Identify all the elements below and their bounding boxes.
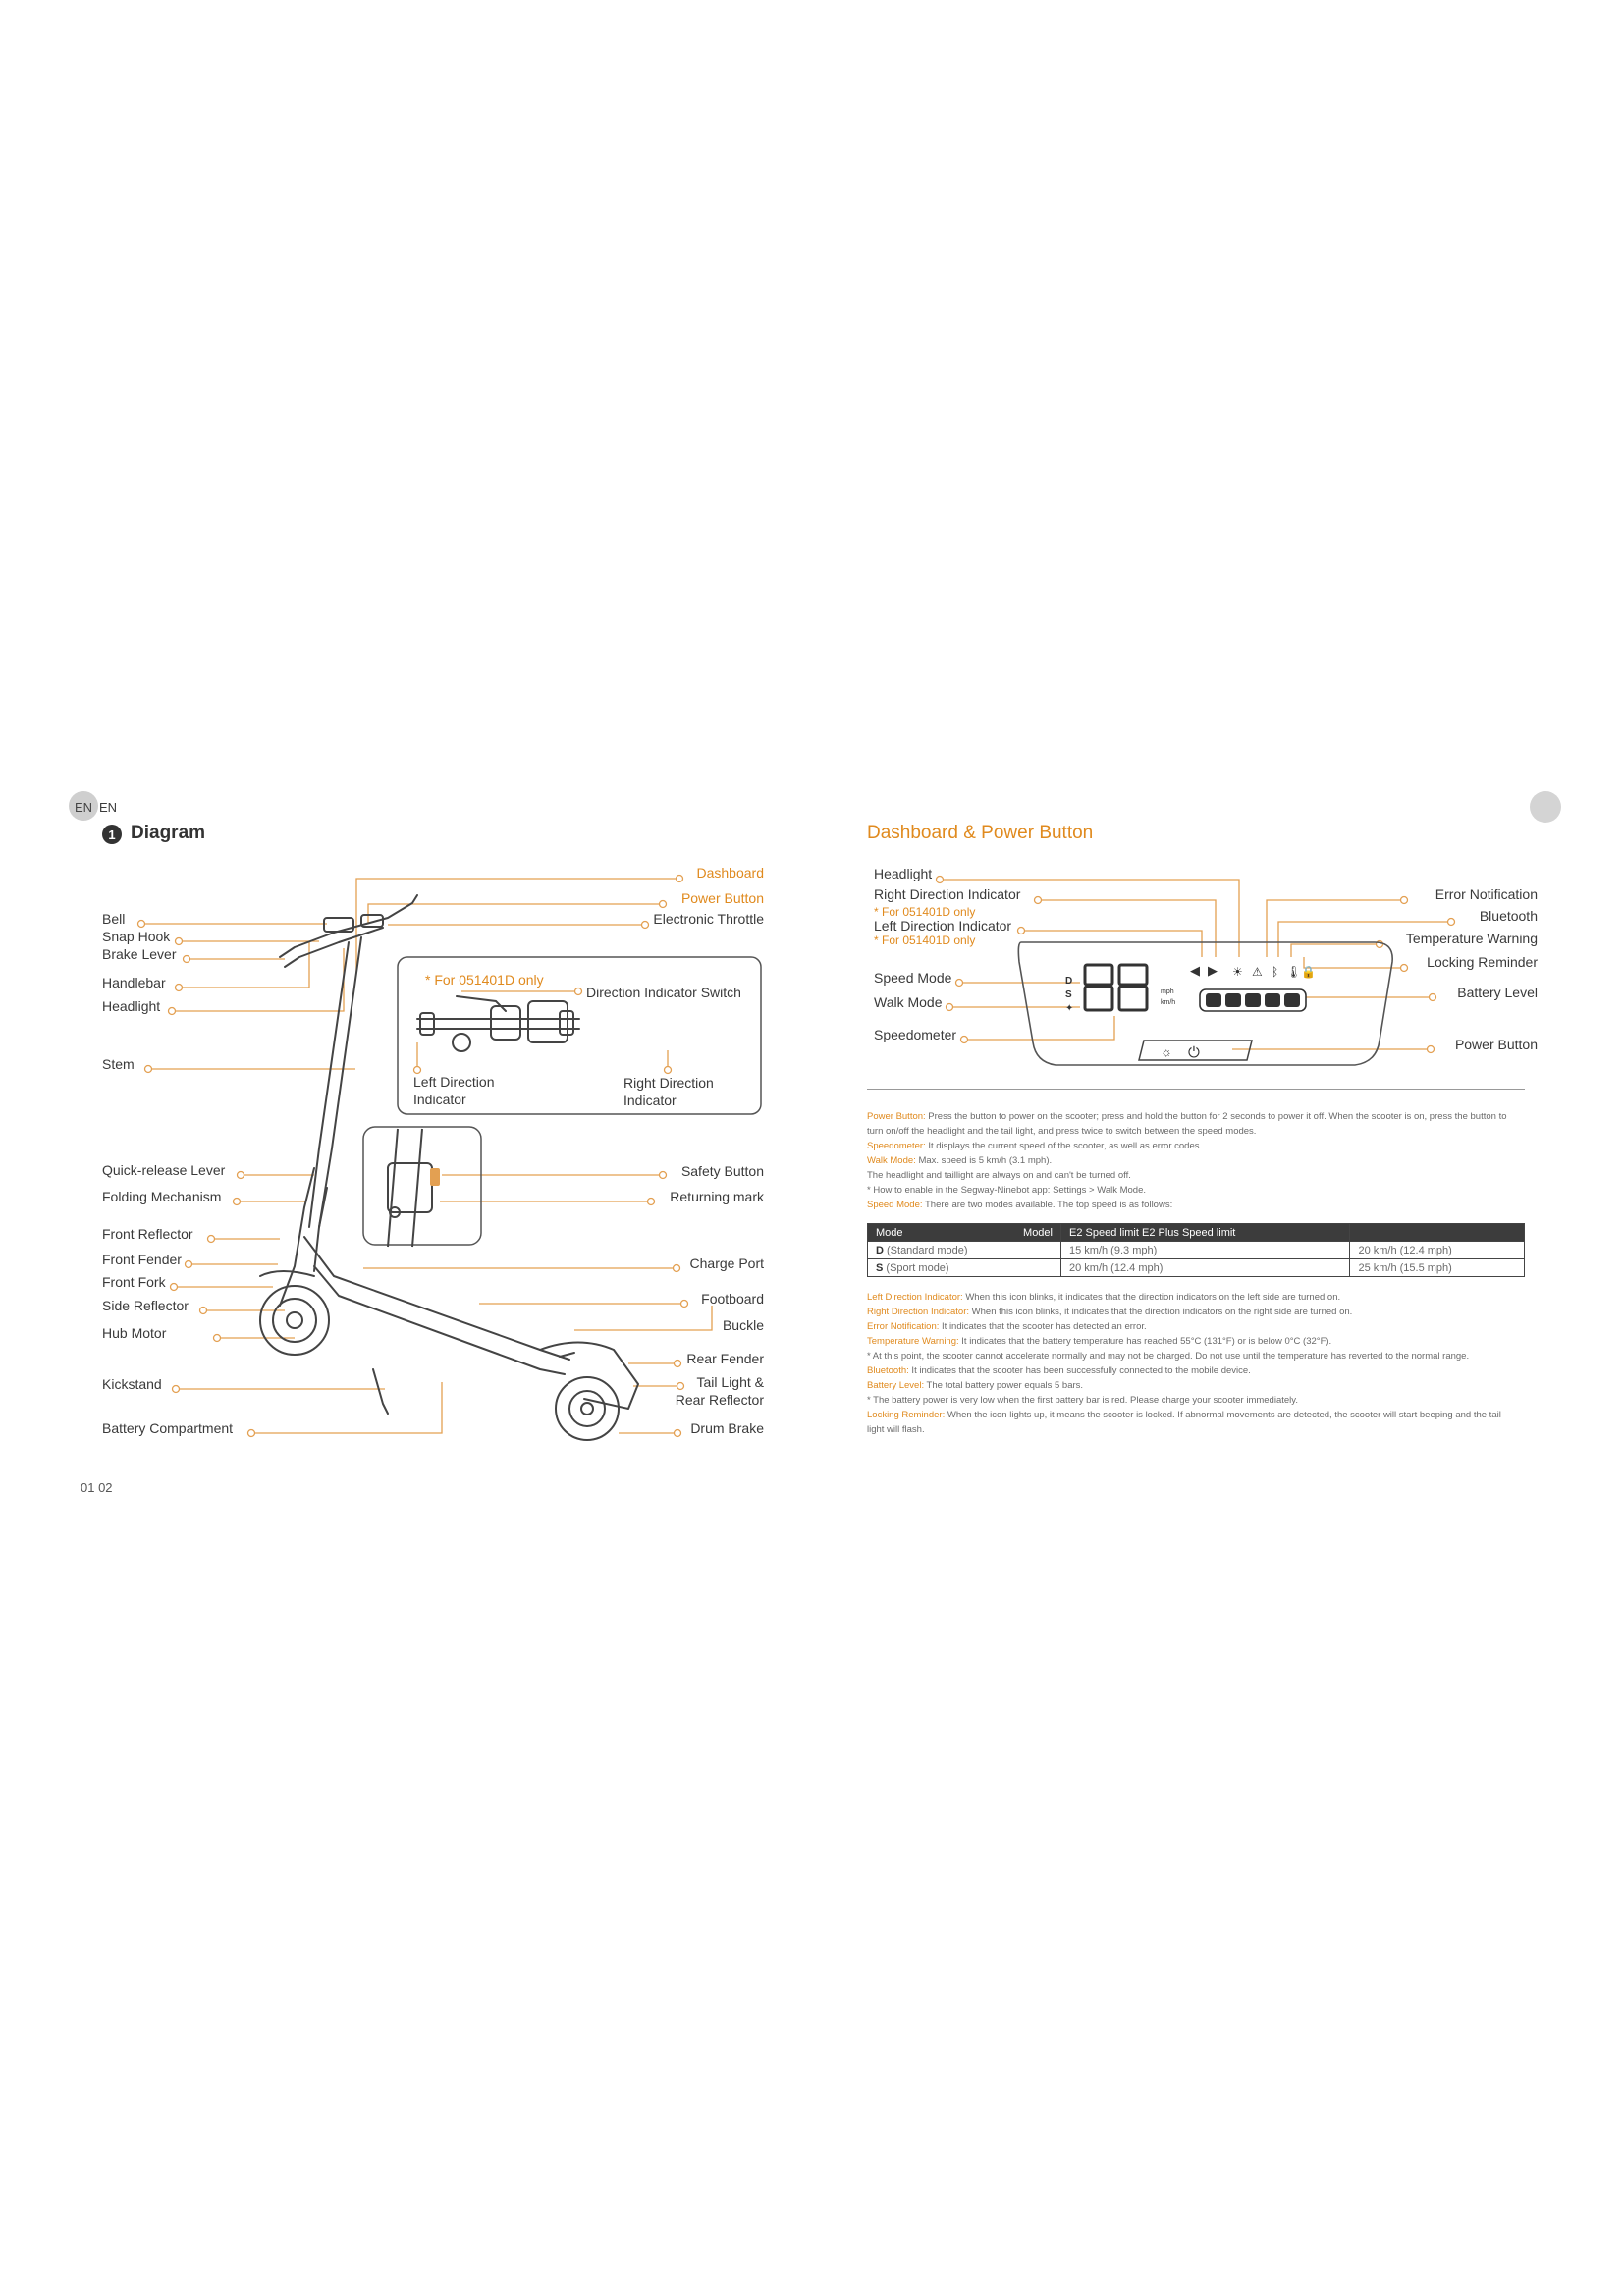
diagram-left-label-13: Kickstand	[102, 1376, 162, 1392]
error-icon: ⚠	[1252, 965, 1263, 979]
diagram-left-label-14: Battery Compartment	[102, 1420, 234, 1436]
diagram-left-label-5: Stem	[102, 1056, 135, 1072]
dashboard-left-label-5: Speedometer	[874, 1027, 957, 1042]
diagram-right-label-0: Dashboard	[696, 865, 764, 881]
folding-mechanism-inset	[363, 1127, 481, 1247]
diagram-left-label-11: Side Reflector	[102, 1298, 189, 1313]
left-arrow-icon: ◀	[1190, 963, 1200, 978]
diagram-right-label-5: Charge Port	[689, 1255, 764, 1271]
diagram-leader-lines	[144, 879, 712, 1433]
description-top-1: Speedometer: It displays the current speed of the scooter, as well as error codes.	[867, 1141, 1203, 1151]
diagram-right-label-1: Power Button	[680, 890, 764, 906]
dashboard-title: Dashboard & Power Button	[867, 823, 1094, 843]
description-bottom-5: Bluetooth: It indicates that the scooter has been successfully connected to the mobile device.	[867, 1365, 1251, 1376]
unit-kmh: km/h	[1161, 999, 1176, 1006]
diagram-right-label-6: Footboard	[701, 1291, 764, 1307]
diagram-left-label-10: Front Fork	[102, 1274, 166, 1290]
speed-digits	[1085, 965, 1147, 1010]
walk-mode-icon: ✦	[1065, 1003, 1074, 1014]
mode-d-indicator: D	[1065, 976, 1073, 987]
description-top-2: Walk Mode: Max. speed is 5 km/h (3.1 mph).	[867, 1155, 1053, 1166]
description-top-5: Speed Mode: There are two modes available. The top speed is as follows:	[867, 1200, 1173, 1210]
diagram-right-label-9: Tail Light &	[696, 1374, 764, 1390]
diagram-left-label-0: Bell	[102, 911, 126, 927]
description-bottom-3: Temperature Warning: It indicates that the battery temperature has reached 55°C (131°F) or is below 0°C (32°F).	[867, 1336, 1332, 1347]
diagram-right-label-2: Electronic Throttle	[653, 911, 764, 927]
table-header-blank	[1350, 1224, 1525, 1242]
mode-s-indicator: S	[1065, 989, 1072, 1000]
page-marker-circle	[1530, 791, 1561, 823]
description-top-4: * How to enable in the Segway-Ninebot app: Settings > Walk Mode.	[867, 1185, 1147, 1196]
right-direction-label-1: Right Direction	[623, 1075, 714, 1091]
dashboard-right-label-3: Locking Reminder	[1427, 954, 1538, 970]
description-bottom-8: Locking Reminder: When the icon lights up, it means the scooter is locked. If abnormal movements are detected, the scooter will start beeping and the tail light will flash.	[867, 1410, 1501, 1435]
lock-icon: 🔒	[1301, 965, 1316, 979]
descriptions-top	[867, 1109, 1515, 1212]
svg-text:1: 1	[108, 828, 116, 842]
diagram-right-label-11: Drum Brake	[690, 1420, 764, 1436]
diagram-left-label-7: Folding Mechanism	[102, 1189, 222, 1204]
description-top-0: Power Button: Press the button to power on the scooter; press and hold the button for 2 seconds to power it off. When the scooter is on, press the button to turn on/off the headlight and the tail light, and press twice to switch between the speed modes.	[867, 1111, 1507, 1137]
table-header-e2: E2 Speed limit E2 Plus Speed limit	[1061, 1224, 1350, 1242]
dashboard-note-0: * For 051401D only	[874, 905, 976, 919]
power-icon: ⏻	[1188, 1044, 1200, 1061]
diagram-left-label-2: Brake Lever	[102, 946, 177, 962]
speed-mode-table	[867, 1223, 1525, 1277]
table-row: S (Sport mode) 20 km/h (12.4 mph) 25 km/h (15.5 mph)	[868, 1259, 1525, 1277]
description-bottom-2: Error Notification: It indicates that the scooter has detected an error.	[867, 1321, 1147, 1332]
dashboard-right-label-4: Battery Level	[1457, 985, 1538, 1000]
diagram-right-label-7: Buckle	[722, 1317, 764, 1333]
diagram-right-label-8: Rear Fender	[686, 1351, 764, 1366]
right-arrow-icon: ▶	[1208, 963, 1218, 978]
diagram-left-label-4: Headlight	[102, 998, 161, 1014]
language-label: EN	[99, 800, 118, 815]
diagram-right-label-3: Safety Button	[680, 1163, 764, 1179]
right-direction-label-2: Indicator	[623, 1093, 677, 1108]
page-numbers: 01 02	[81, 1480, 113, 1495]
descriptions-bottom	[867, 1290, 1515, 1437]
diagram-left-label-6: Quick-release Lever	[102, 1162, 226, 1178]
headlight-icon: ☀	[1232, 965, 1243, 979]
table-header-mode: Mode Model	[868, 1224, 1061, 1242]
dashboard-left-label-2: Left Direction Indicator	[874, 918, 1012, 934]
dashboard-left-label-0: Headlight	[874, 866, 933, 881]
left-direction-label-2: Indicator	[413, 1092, 466, 1107]
section-divider	[867, 1089, 1525, 1090]
temperature-icon: 🌡	[1286, 965, 1302, 979]
table-row: D (Standard mode) 15 km/h (9.3 mph) 20 km/h (12.4 mph)	[868, 1242, 1525, 1259]
dashboard-right-label-1: Bluetooth	[1479, 908, 1538, 924]
diagram-left-label-12: Hub Motor	[102, 1325, 167, 1341]
diagram-left-label-9: Front Fender	[102, 1252, 182, 1267]
dashboard-right-label-5: Power Button	[1454, 1037, 1538, 1052]
diagram-left-label-8: Front Reflector	[102, 1226, 193, 1242]
headlight-button-icon: ☼	[1161, 1044, 1172, 1059]
dashboard-right-label-0: Error Notification	[1435, 886, 1538, 902]
description-bottom-0: Left Direction Indicator: When this icon blinks, it indicates that the direction indicators on the left side are turned on.	[867, 1292, 1341, 1303]
battery-bars	[1200, 989, 1306, 1011]
description-top-3: The headlight and taillight are always on and can't be turned off.	[867, 1170, 1131, 1181]
diagram-left-label-3: Handlebar	[102, 975, 166, 990]
scooter-diagram	[0, 0, 805, 1492]
dashboard-left-label-3: Speed Mode	[874, 970, 952, 986]
dashboard-left-label-4: Walk Mode	[874, 994, 943, 1010]
diagram-title: Diagram	[131, 823, 206, 843]
diagram-right-label-10: Rear Reflector	[675, 1392, 764, 1408]
dashboard-note-1: * For 051401D only	[874, 934, 976, 947]
bluetooth-icon: ᛒ	[1272, 965, 1279, 979]
left-direction-label-1: Left Direction	[413, 1074, 495, 1090]
dashboard-left-label-1: Right Direction Indicator	[874, 886, 1021, 902]
diagram-left-label-1: Snap Hook	[102, 929, 171, 944]
unit-mph: mph	[1161, 988, 1174, 995]
inset-note: * For 051401D only	[425, 972, 544, 988]
description-bottom-7: * The battery power is very low when the first battery bar is red. Please charge your scooter immediately.	[867, 1395, 1298, 1406]
description-bottom-6: Battery Level: The total battery power equals 5 bars.	[867, 1380, 1084, 1391]
diagram-right-label-4: Returning mark	[670, 1189, 764, 1204]
dashboard-right-label-2: Temperature Warning	[1405, 931, 1538, 946]
direction-switch-label: Direction Indicator Switch	[586, 985, 741, 1000]
language-badge-text: EN	[75, 800, 93, 815]
description-bottom-4: * At this point, the scooter cannot accelerate normally and may not be charged. Do not use until the temperature has reverted to the normal range.	[867, 1351, 1470, 1362]
description-bottom-1: Right Direction Indicator: When this icon blinks, it indicates that the direction indicators on the right side are turned on.	[867, 1307, 1353, 1317]
